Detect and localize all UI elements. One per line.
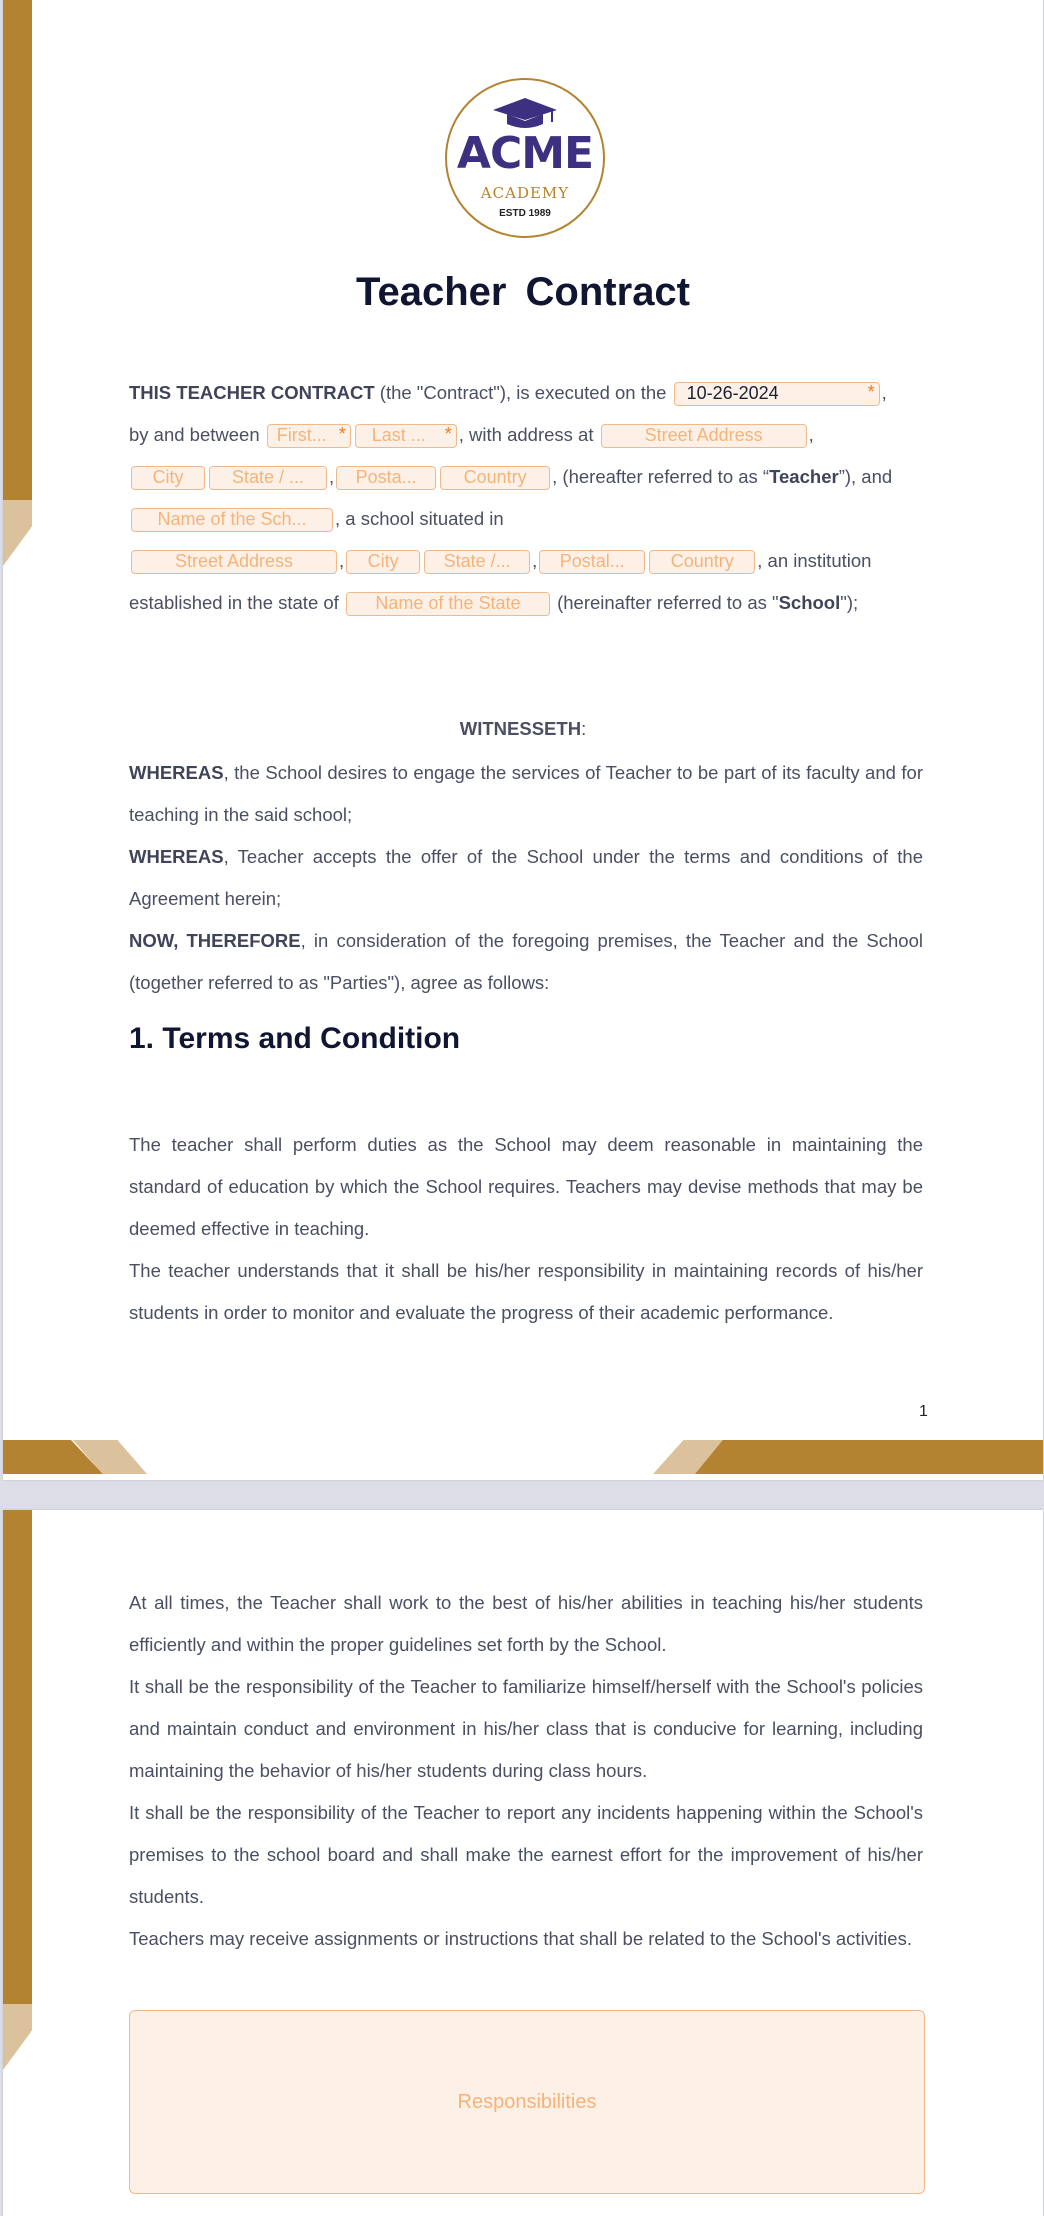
paragraph: At all times, the Teacher shall work to the best of his/her abilities in teaching his/her students efficiently and within the proper guidelines set forth by the School. xyxy=(129,1592,923,1655)
intro-text: (hereinafter referred to as " xyxy=(551,592,779,613)
teacher-term: Teacher xyxy=(769,466,839,487)
colon: : xyxy=(581,718,587,739)
graduation-cap-icon xyxy=(491,96,559,130)
comma: , xyxy=(881,382,887,403)
witnesseth-label: WITNESSETH xyxy=(459,718,582,739)
intro-text: (the "Contract"), is executed on the xyxy=(374,382,672,403)
responsibilities-field[interactable] xyxy=(129,2010,925,2194)
comma: , xyxy=(808,424,814,445)
recital-2 xyxy=(129,836,923,920)
teacher-street-field[interactable]: Street Address xyxy=(601,424,807,448)
paragraph: Teachers may receive assignments or instructions that shall be related to the School's activities. xyxy=(129,1928,912,1949)
acme-academy-logo xyxy=(445,78,605,238)
page-2-body xyxy=(129,1582,923,1960)
intro-line-6 xyxy=(129,582,858,624)
side-accent-bar xyxy=(3,1510,32,2004)
intro-text: established in the state of xyxy=(129,592,344,613)
recitals xyxy=(129,752,923,1004)
school-term: School xyxy=(778,592,841,613)
contract-date-field[interactable] xyxy=(674,382,880,406)
side-accent-bar xyxy=(3,0,32,500)
contract-label: THIS TEACHER CONTRACT xyxy=(129,382,375,403)
required-mark: * xyxy=(338,424,346,445)
date-value: 10-26-2024 xyxy=(686,383,779,404)
logo-name: ACME xyxy=(456,128,594,179)
comma: , xyxy=(532,550,538,571)
logo-established: ESTD 1989 xyxy=(499,208,551,219)
intro-text: , (hereafter referred to as “ xyxy=(552,466,770,487)
page-number: 1 xyxy=(919,1403,928,1420)
last-name-field[interactable] xyxy=(355,424,457,448)
school-name-field[interactable]: Name of the Sch... xyxy=(131,508,333,532)
field-placeholder: First... xyxy=(276,425,327,446)
document-page-2 xyxy=(3,1510,1043,2216)
intro-text: , with address at xyxy=(458,424,599,445)
recital-text: , Teacher accepts the offer of the School under the terms and conditions of the Agreement herein; xyxy=(129,846,923,909)
recital-label: WHEREAS xyxy=(129,846,224,867)
field-placeholder: Responsibilities xyxy=(457,2090,597,2113)
paragraph: The teacher understands that it shall be his/her responsibility in maintaining records of his/her students in order to monitor and evaluate the progress of their academic performance. xyxy=(129,1260,923,1323)
recital-label: NOW, THEREFORE xyxy=(129,930,301,951)
intro-text: , a school situated in xyxy=(335,508,504,529)
section-1-body xyxy=(129,1124,923,1334)
intro-text: "); xyxy=(840,592,859,613)
intro-line-1 xyxy=(129,372,887,414)
intro-line-5 xyxy=(129,540,871,582)
side-accent-notch xyxy=(3,500,32,566)
school-country-field[interactable]: Country xyxy=(649,550,755,574)
school-street-field[interactable]: Street Address xyxy=(131,550,337,574)
teacher-country-field[interactable]: Country xyxy=(440,466,550,490)
recital-text: , in consideration of the foregoing premises, the Teacher and the School (together referred to as "Parties"), agree as follows: xyxy=(129,930,924,993)
required-mark: * xyxy=(444,424,452,445)
page-title: Teacher Contract xyxy=(355,270,690,314)
comma: , xyxy=(339,550,345,571)
recital-1 xyxy=(129,752,923,836)
first-name-field[interactable] xyxy=(267,424,351,448)
teacher-postal-field[interactable]: Posta... xyxy=(336,466,436,490)
intro-text: ”), and xyxy=(838,466,893,487)
comma: , xyxy=(329,466,335,487)
paragraph: The teacher shall perform duties as the School may deem reasonable in maintaining the standard of education by which the School requires. Teachers may devise methods that may be deemed effective in teaching. xyxy=(129,1134,923,1239)
intro-line-4 xyxy=(129,498,504,540)
witnesseth-heading xyxy=(3,718,1043,740)
school-postal-field[interactable]: Postal... xyxy=(539,550,645,574)
recital-label: WHEREAS xyxy=(129,762,224,783)
section-heading: 1. Terms and Condition xyxy=(129,1022,461,1055)
field-placeholder: Last ... xyxy=(371,425,426,446)
school-state-field[interactable]: State /... xyxy=(424,550,530,574)
intro-line-3 xyxy=(129,456,892,498)
recital-text: , the School desires to engage the services of Teacher to be part of its faculty and for teaching in the said school; xyxy=(129,762,923,825)
logo-subtitle: ACADEMY xyxy=(480,184,570,202)
required-mark: * xyxy=(867,382,875,403)
paragraph: It shall be the responsibility of the Teacher to familiarize himself/herself with the School's policies and maintain conduct and environment in his/her class that is conducive for learning, including maintaining the behavior of his/her students during class hours. xyxy=(129,1676,923,1781)
intro-line-2 xyxy=(129,414,814,456)
state-name-field[interactable]: Name of the State xyxy=(346,592,550,616)
school-city-field[interactable]: City xyxy=(346,550,420,574)
document-page-1 xyxy=(3,0,1043,1480)
recital-3 xyxy=(129,920,923,1004)
teacher-state-field[interactable]: State / ... xyxy=(209,466,327,490)
footer-accent-right xyxy=(695,1440,1043,1474)
paragraph: It shall be the responsibility of the Teacher to report any incidents happening within the School's premises to the school board and shall make the earnest effort for the improvement of his/her students. xyxy=(129,1802,923,1907)
intro-text: , an institution xyxy=(757,550,872,571)
intro-text: by and between xyxy=(129,424,265,445)
side-accent-notch xyxy=(3,2004,32,2070)
teacher-city-field[interactable]: City xyxy=(131,466,205,490)
